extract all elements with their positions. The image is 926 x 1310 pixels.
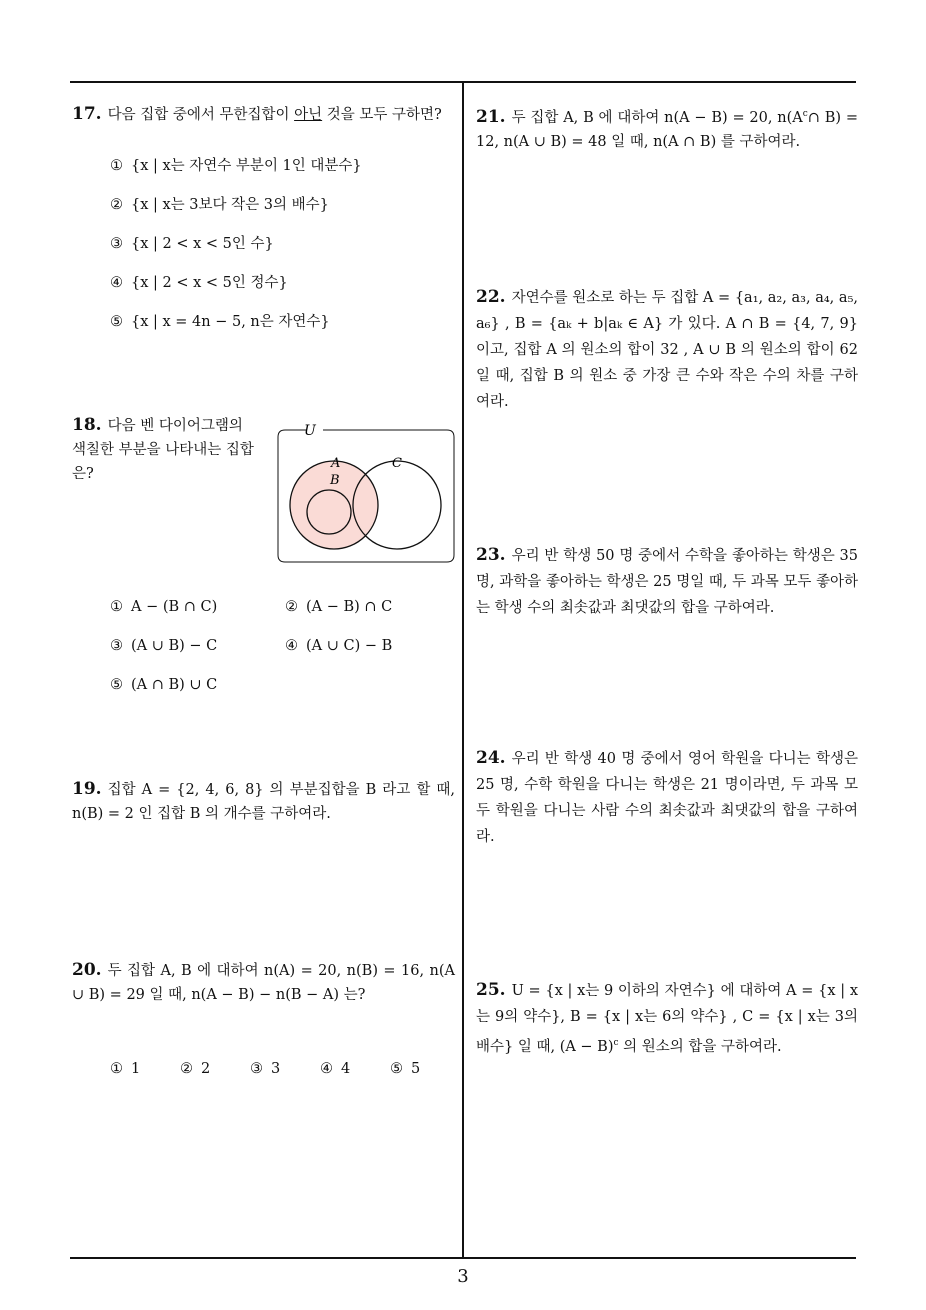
page-number: 3	[457, 1266, 469, 1287]
column-divider	[462, 82, 464, 1258]
question-text: 집합 A = {2, 4, 6, 8} 의 부분집합을 B 라고 할 때, n(B) = 2 인 집합 B 의 개수를 구하여라.	[72, 782, 455, 822]
question-20	[72, 958, 455, 1007]
question-23	[476, 542, 858, 621]
question-17	[72, 102, 457, 127]
question-number: 22.	[476, 287, 506, 307]
label-a: A	[331, 456, 341, 471]
option[interactable]: ③ 3	[250, 1061, 281, 1077]
option[interactable]: ④ {x | 2 < x < 5인 정수}	[110, 275, 288, 291]
option[interactable]: ③ {x | 2 < x < 5인 수}	[110, 236, 274, 252]
question-number: 20.	[72, 960, 102, 980]
question-text: 자연수를 원소로 하는 두 집합 A = {a₁, a₂, a₃, a₄, a₅, a₆} , B = {aₖ + b|aₖ ∈ A} 가 있다. A ∩ B = {4, 7, 9} 이고, 집합 A 의 원소의 합이 32 , A ∪ B 의 원소의 합이 62 일 때, 집합 B 의 원소 중 가장 큰 수와 작은 수의 차를 구하여라.	[476, 290, 858, 410]
label-b: B	[330, 473, 340, 488]
option[interactable]: ① 1	[110, 1061, 141, 1077]
question-text: U = {x | x는 9 이하의 자연수} 에 대하여 A = {x | x는 9의 약수}, B = {x | x는 6의 약수} , C = {x | x는 3의 배수} 일 때, $(A - B)^c$ 의 원소의 합을 구하여라.	[476, 983, 858, 1055]
question-19	[72, 777, 455, 826]
question-text: 우리 반 학생 40 명 중에서 영어 학원을 다니는 학생은 25 명, 수학 학원을 다니는 학생은 21 명이라면, 두 과목 모두 학원을 다니는 사람 수의 최솟값과 최댓값의 합을 구하여라.	[476, 751, 858, 845]
option[interactable]: ② (A − B) ∩ C	[285, 599, 393, 615]
option[interactable]: ② {x | x는 3보다 작은 3의 배수}	[110, 197, 329, 213]
question-text: 두 집합 A, B 에 대하여 n(A) = 20, n(B) = 16, n(A ∪ B) = 29 일 때, n(A − B) − n(B − A) 는?	[72, 963, 455, 1003]
question-24	[476, 745, 858, 850]
question-18	[72, 413, 257, 486]
option[interactable]: ④ 4	[320, 1061, 351, 1077]
option[interactable]: ① {x | x는 자연수 부분이 1인 대분수}	[110, 158, 362, 174]
question-21	[476, 102, 858, 154]
emphasis-underline: 아닌	[294, 107, 323, 123]
question-25	[476, 977, 858, 1060]
venn-diagram	[277, 420, 457, 565]
label-c: C	[392, 456, 402, 471]
option[interactable]: ② 2	[180, 1061, 211, 1077]
question-text: 다음 집합 중에서 무한집합이 아닌 것을 모두 구하면?	[107, 107, 442, 123]
question-text: 다음 벤 다이어그램의 색칠한 부분을 나타내는 집합은?	[72, 418, 254, 482]
question-number: 24.	[476, 748, 506, 768]
option[interactable]: ① A − (B ∩ C)	[110, 599, 218, 615]
question-number: 23.	[476, 545, 506, 565]
option[interactable]: ⑤ {x | x = 4n − 5, n은 자연수}	[110, 314, 330, 330]
option[interactable]: ⑤ (A ∩ B) ∪ C	[110, 677, 218, 693]
option[interactable]: ⑤ 5	[390, 1061, 421, 1077]
option[interactable]: ③ (A ∪ B) − C	[110, 638, 218, 654]
label-u: U	[304, 423, 316, 439]
question-number: 25.	[476, 980, 506, 1000]
question-number: 17.	[72, 104, 102, 124]
bottom-rule	[70, 1257, 856, 1259]
question-text: 두 집합 A, B 에 대하여 n(A − B) = 20, $n(A^c\cap$ B) = 12, n(A ∪ B) = 48 일 때, n(A ∩ B) 를 구하여라.	[476, 109, 858, 150]
question-number: 21.	[476, 106, 506, 127]
question-text: 우리 반 학생 50 명 중에서 수학을 좋아하는 학생은 35 명, 과학을 좋아하는 학생은 25 명일 때, 두 과목 모두 좋아하는 학생 수의 최솟값과 최댓값의 합을 구하여라.	[476, 548, 858, 616]
question-number: 19.	[72, 779, 102, 799]
question-number: 18.	[72, 415, 102, 435]
option[interactable]: ④ (A ∪ C) − B	[285, 638, 393, 654]
question-22	[476, 284, 858, 415]
